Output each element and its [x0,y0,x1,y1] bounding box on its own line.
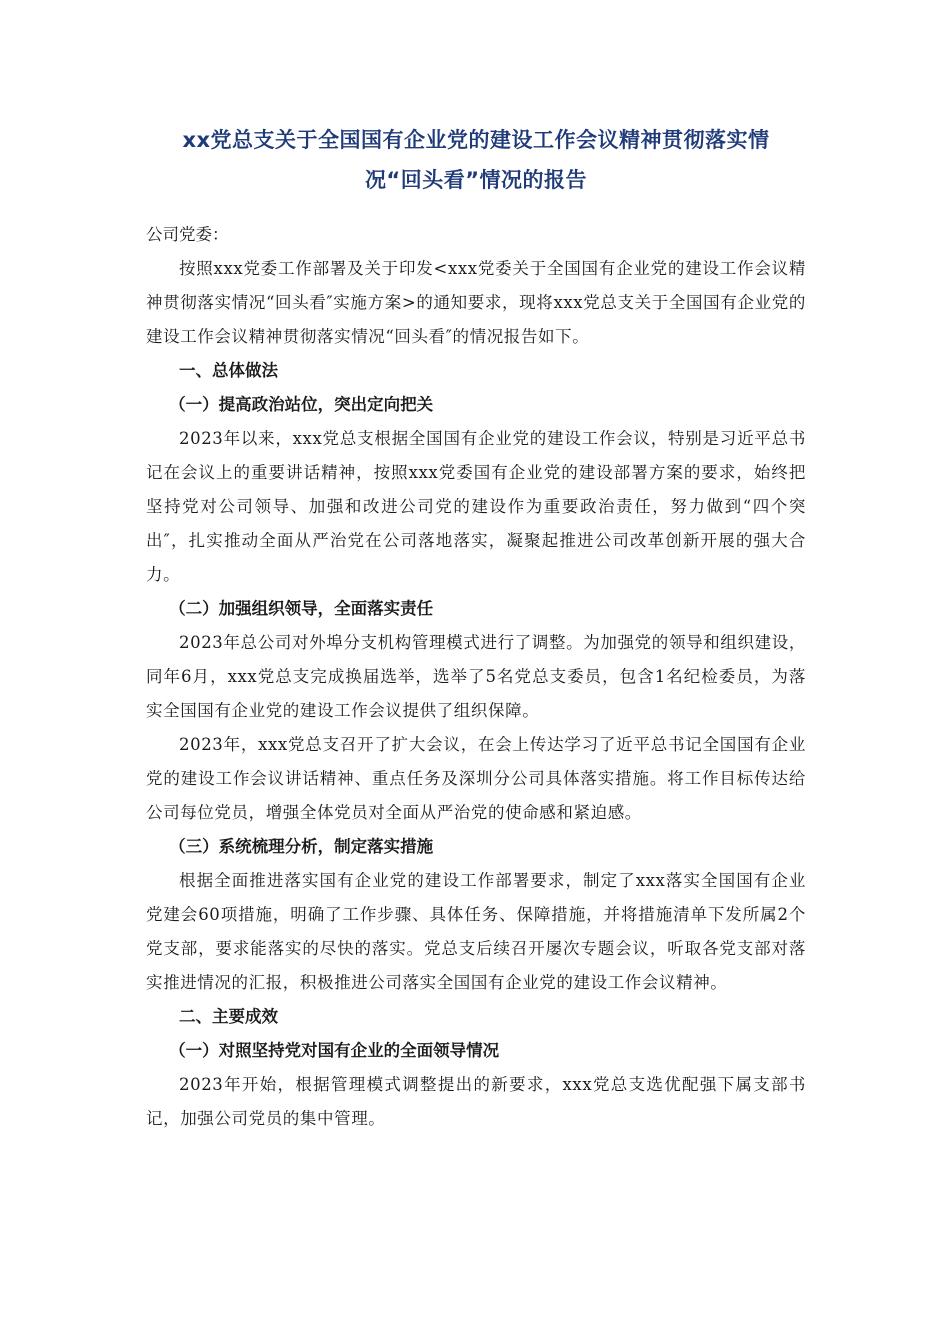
section-1-1-paragraph: 2023年以来，xxx党总支根据全国国有企业党的建设工作会议，特别是习近平总书记在会议上的重要讲话精神，按照xxx党委国有企业党的建设部署方案的要求，始终把坚持党对公司领导、加强和改进公司党的建设作为重要政治责任，努力做到“四个突出″，扎实推动全面从严治党在公司落地落实，凝聚起推进公司改革创新开展的强大合力。 [146,429,806,584]
document-page [146,120,806,1136]
section-2-1-heading: （一）对照坚持党对国有企业的全面领导情况 [169,1041,500,1060]
section-1-2-heading: （二）加强组织领导，全面落实责任 [169,599,434,618]
title-line-2: 况“回头看”情况的报告 [364,168,588,192]
intro-paragraph: 按照xxx党委工作部署及关于印发<xxx党委关于全国国有企业党的建设工作会议精神贯彻落实情况“回头看″实施方案>的通知要求，现将xxx党总支关于全国国有企业党的建设工作会议精神贯彻落实情况“回头看″的情况报告如下。 [146,259,806,346]
section-1-2-paragraph-2: 2023年，xxx党总支召开了扩大会议，在会上传达学习了近平总书记全国国有企业党的建设工作会议讲话精神、重点任务及深圳分公司具体落实措施。将工作目标传达给公司每位党员，增强全体党员对全面从严治党的使命感和紧迫感。 [146,735,806,822]
section-1-3-heading: （三）系统梳理分析，制定落实措施 [169,837,434,856]
section-1-3-paragraph: 根据全面推进落实国有企业党的建设工作部署要求，制定了xxx落实全国国有企业党建会60项措施，明确了工作步骤、具体任务、保障措施，并将措施清单下发所属2个党支部，要求能落实的尽快的落实。党总支后续召开屡次专题会议，听取各党支部对落实推进情况的汇报，积极推进公司落实全国国有企业党的建设工作会议精神。 [146,871,806,992]
section-1-2-paragraph-1: 2023年总公司对外埠分支机构管理模式进行了调整。为加强党的领导和组织建设，同年6月，xxx党总支完成换届选举，选举了5名党总支委员，包含1名纪检委员，为落实全国国有企业党的建设工作会议提供了组织保障。 [146,633,806,720]
salutation: 公司党委： [146,225,229,244]
section-2-heading: 二、主要成效 [179,1007,278,1026]
section-1-heading: 一、总体做法 [179,361,278,380]
title-line-1: xx党总支关于全国国有企业党的建设工作会议精神贯彻落实情 [182,128,770,152]
section-1-1-heading: （一）提高政治站位，突出定向把关 [169,395,434,414]
section-2-1-paragraph: 2023年开始，根据管理模式调整提出的新要求，xxx党总支选优配强下属支部书记，加强公司党员的集中管理。 [146,1075,806,1128]
document-title [146,120,806,200]
